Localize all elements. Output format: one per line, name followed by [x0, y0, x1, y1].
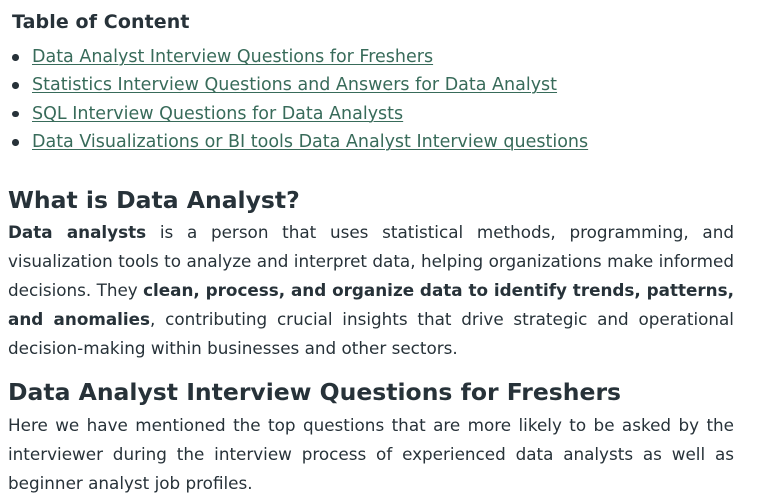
- paragraph-freshers: Here we have mentioned the top questions that are more likely to be asked by the interviewer during the interview process of experienced data analysts as well as beginner analyst job profiles.: [8, 415, 734, 493]
- paragraph-text: , contributing crucial insights that drive strategic and operational decision-making within businesses and other sectors.: [8, 309, 734, 358]
- toc-item: [0, 128, 588, 156]
- toc-title: Table of Content: [12, 11, 190, 33]
- toc-item: [0, 43, 588, 71]
- toc-item: [0, 100, 588, 128]
- toc-item: [0, 71, 588, 99]
- toc-link-freshers[interactable]: Data Analyst Interview Questions for Freshers: [32, 47, 434, 67]
- toc-link-sql[interactable]: SQL Interview Questions for Data Analysts: [32, 103, 404, 124]
- bullet-icon: [12, 139, 19, 146]
- section-heading-what-is-data-analyst: What is Data Analyst?: [8, 186, 300, 214]
- bullet-icon: [12, 82, 19, 89]
- bold-term-data-analysts: Data analysts: [8, 222, 147, 242]
- bold-phrase-clean-process: clean, process, and organize data to identify trends, patterns, and anomalies: [8, 280, 734, 329]
- toc-link-visualization[interactable]: Data Visualizations or BI tools Data Analyst Interview questions: [32, 132, 589, 153]
- bullet-icon: [12, 54, 19, 61]
- toc-list: [0, 43, 588, 157]
- paragraph-text: is a person that uses statistical methods, programming, and visualization tools to analyze and interpret data, helping organizations make informed decisions. They: [8, 222, 734, 300]
- bullet-icon: [12, 111, 19, 118]
- toc-link-statistics[interactable]: Statistics Interview Questions and Answers for Data Analyst: [32, 75, 558, 96]
- section-heading-freshers: Data Analyst Interview Questions for Freshers: [8, 378, 622, 406]
- paragraph-what-is-data-analyst: [8, 218, 734, 363]
